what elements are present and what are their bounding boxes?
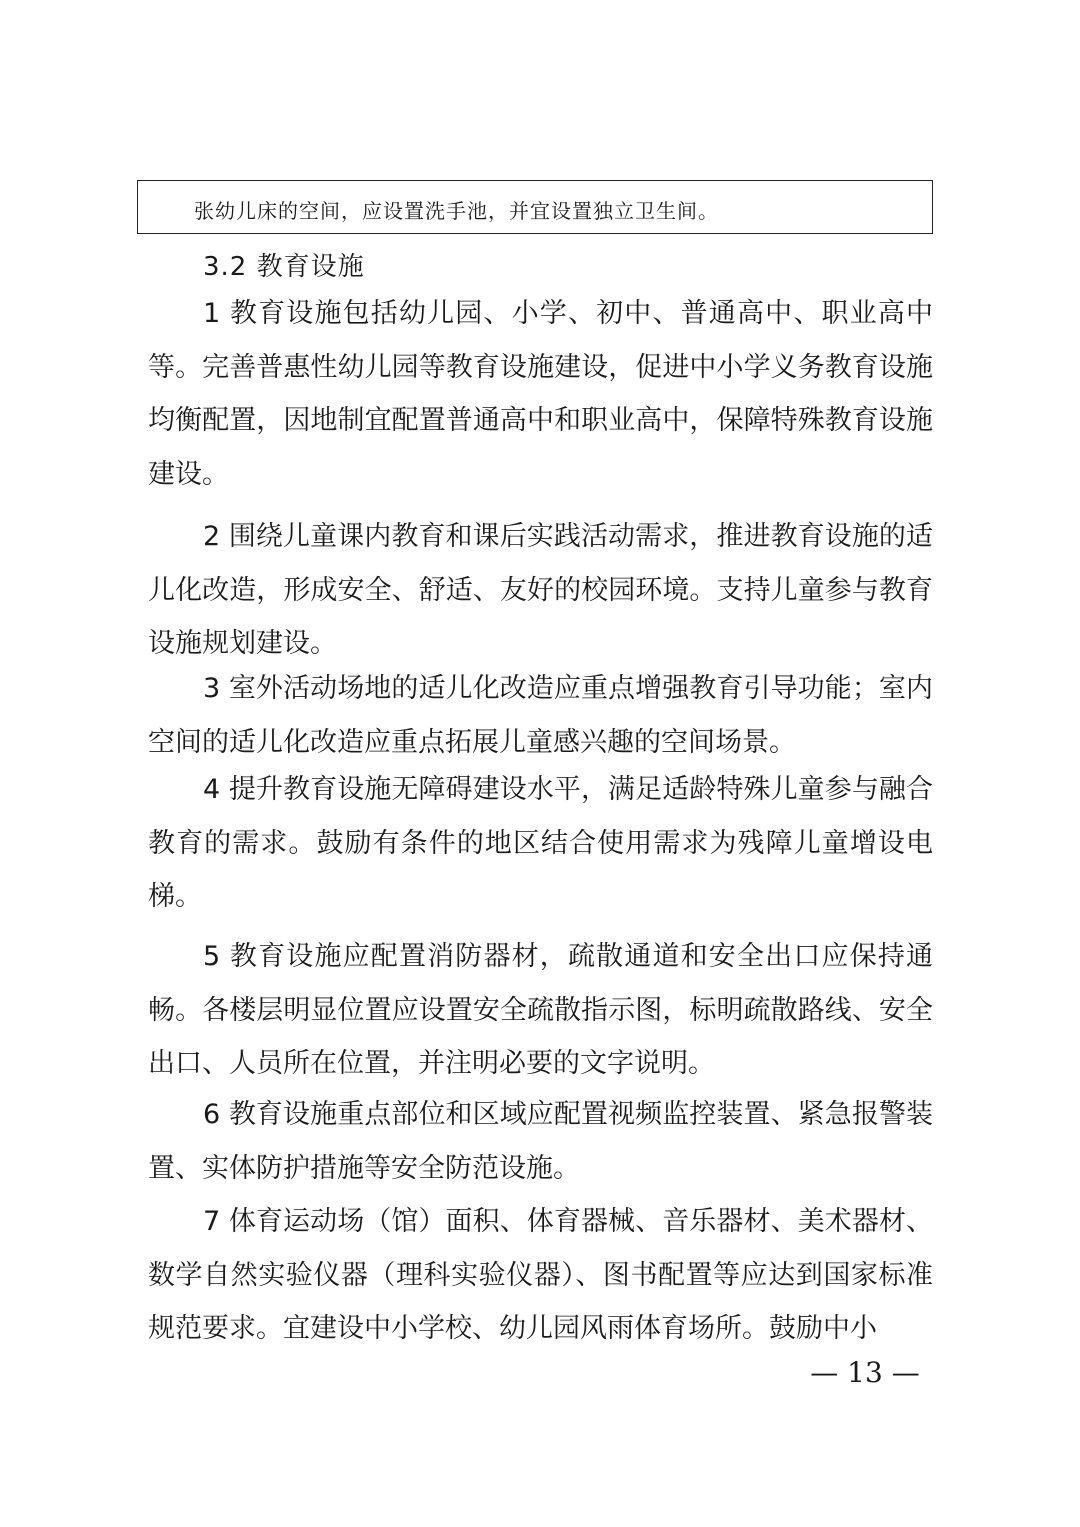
boxed-note	[137, 180, 933, 234]
section-heading: 3.2 教育设施	[203, 252, 365, 282]
paragraph-6: 6 教育设施重点部位和区域应配置视频监控装置、紧急报警装置、实体防护措施等安全防范设施。	[148, 1099, 933, 1184]
paragraph-5: 5 教育设施应配置消防器材，疏散通道和安全出口应保持通畅。各楼层明显位置应设置安全疏散指示图，标明疏散路线、安全出口、人员所在位置，并注明必要的文字说明。	[148, 941, 933, 1079]
paragraph-3: 3 室外活动场地的适儿化改造应重点增强教育引导功能；室内空间的适儿化改造应重点拓展儿童感兴趣的空间场景。	[148, 673, 933, 758]
paragraph-7: 7 体育运动场（馆）面积、体育器械、音乐器材、美术器材、数学自然实验仪器（理科实验仪器）、图书配置等应达到国家标准规范要求。宜建设中小学校、幼儿园风雨体育场所。鼓励中小	[148, 1206, 933, 1344]
paragraph-4: 4 提升教育设施无障碍建设水平，满足适龄特殊儿童参与融合教育的需求。鼓励有条件的地区结合使用需求为残障儿童增设电梯。	[148, 774, 933, 912]
paragraph-1: 1 教育设施包括幼儿园、小学、初中、普通高中、职业高中等。完善普惠性幼儿园等教育设施建设，促进中小学义务教育设施均衡配置，因地制宜配置普通高中和职业高中，保障特殊教育设施建设。	[148, 298, 933, 490]
paragraph-2: 2 围绕儿童课内教育和课后实践活动需求，推进教育设施的适儿化改造，形成安全、舒适、友好的校园环境。支持儿童参与教育设施规划建设。	[148, 521, 933, 659]
boxed-note-text: 张幼儿床的空间，应设置洗手池，并宜设置独立卫生间。	[194, 199, 719, 223]
page-number: — 13 —	[810, 1356, 920, 1389]
